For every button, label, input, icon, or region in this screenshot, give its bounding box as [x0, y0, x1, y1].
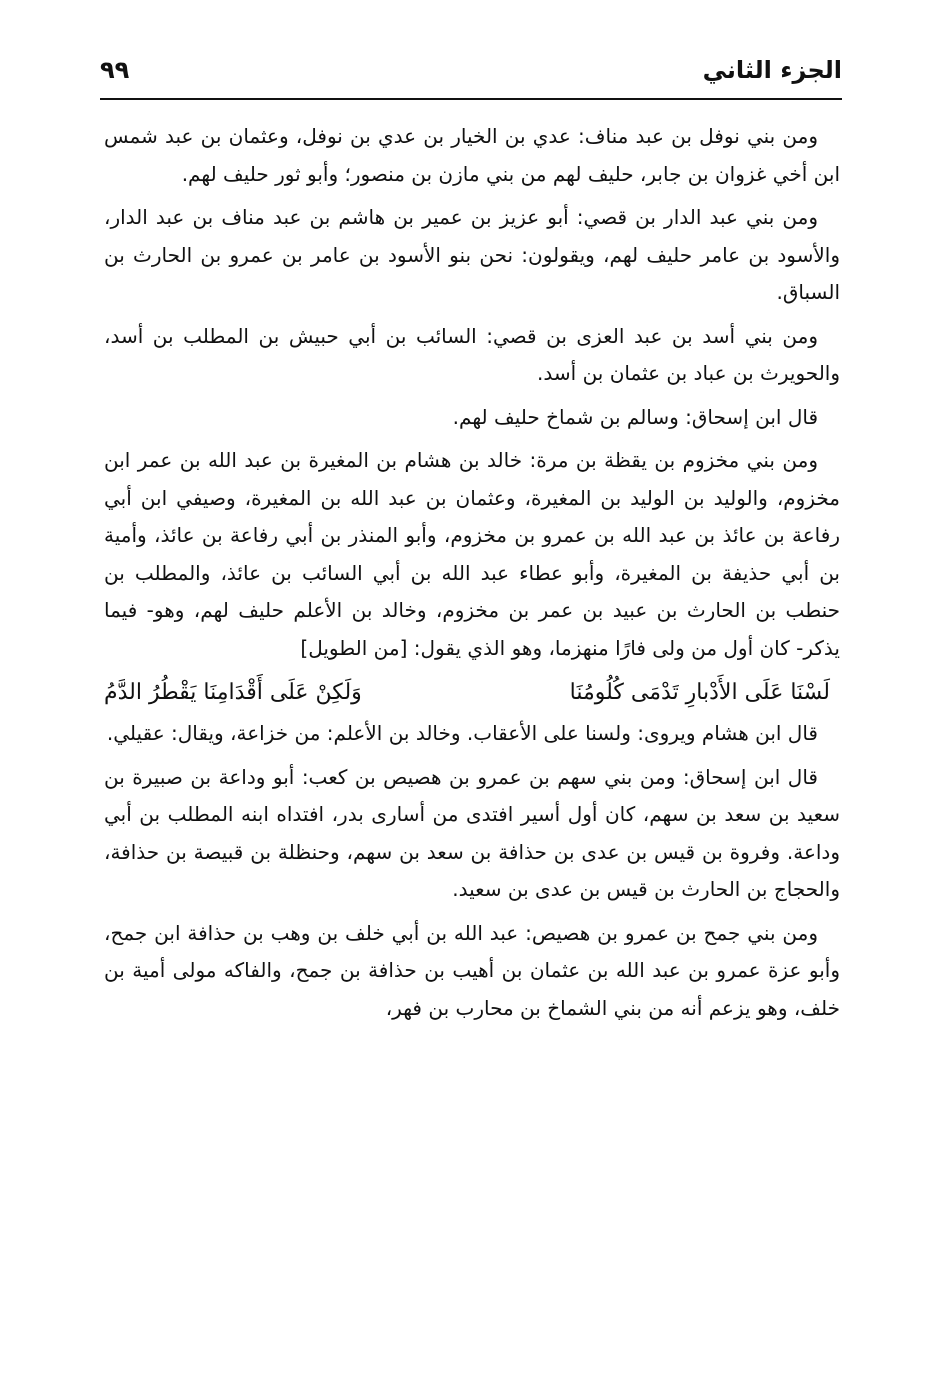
page-body: [104, 118, 840, 1033]
paragraph-bani-jumah: ومن بني جمح بن عمرو بن هصيص: عبد الله بن أبي خلف بن وهب بن حذافة ابن جمح، وأبو عزة عمرو بن عبد الله بن عثمان بن أهيب بن حذافة بن جمح، والفاكه مولى أمية بن خلف، وهو يزعم أنه من بني الشماخ بن محارب بن فهر،: [104, 920, 840, 1020]
page-number: ٩٩: [100, 56, 130, 84]
verse-first-hemistich: لَسْنَا عَلَى الأَدْبارِ تَدْمَى كُلُومُنَا: [569, 680, 830, 705]
paragraph-bani-makhzum: ومن بني مخزوم بن يقظة بن مرة: خالد بن هشام بن المغيرة بن عبد الله بن عمر ابن مخزوم، والوليد بن الوليد بن المغيرة، وعثمان بن عبد الله بن المغيرة، وصيفي ابن أبي رفاعة بن عائذ بن عبد الله بن عمرو بن مخزوم، وأبو المنذر بن أبي رفاعة بن عائذ، وأمية بن أبي حذيفة بن المغيرة، وأبو عطاء عبد الله بن أبي السائب بن عائذ، والمطلب بن حنطب بن الحارث بن عبيد بن عمر بن مخزوم، وخالد بن الأعلم حليف لهم، وهو- فيما يذكر- كان أول من ولى فارًا منهزما، وهو الذي يقول: [من الطويل]: [104, 448, 840, 660]
paragraph-ibn-ishaq-salim: قال ابن إسحاق: وسالم بن شماخ حليف لهم.: [452, 404, 818, 429]
poetry-verse: [104, 673, 840, 713]
paragraph-bani-asad: ومن بني أسد بن عبد العزى بن قصي: السائب بن أبي حبيش بن المطلب بن أسد، والحويرث بن عباد بن عثمان بن أسد.: [104, 323, 840, 385]
paragraph-ibn-hisham-note: قال ابن هشام ويروى: ولسنا على الأعقاب. وخالد بن الأعلم: من خزاعة، ويقال: عقيلي.: [106, 721, 818, 745]
verse-second-hemistich: وَلَكِنْ عَلَى أَقْدَامِنَا يَقْطُرُ الدَّمُ: [104, 680, 362, 705]
running-title: الجزء الثاني: [702, 56, 842, 84]
paragraph-bani-nawfal: ومن بني نوفل بن عبد مناف: عدي بن الخيار بن عدي بن نوفل، وعثمان بن عبد شمس ابن أخي غزوان بن جابر، حليف لهم من بني مازن بن منصور؛ وأبو ثور حليف لهم.: [104, 124, 840, 186]
page-header: [100, 52, 842, 100]
paragraph-bani-sahm: قال ابن إسحاق: ومن بني سهم بن عمرو بن هصيص بن كعب: أبو وداعة بن صبيرة بن سعيد بن سعد بن سهم، كان أول أسير افتدى من أسارى بدر، افتداه ابنه المطلب بن أبي وداعة. وفروة بن قيس بن عدى بن حذافة بن سعد بن سهم، وحنظلة بن قبيصة بن حذافة، والحجاج بن الحارث بن قيس بن عدى بن سعيد.: [104, 764, 840, 901]
paragraph-bani-abd-al-dar: ومن بني عبد الدار بن قصي: أبو عزيز بن عمير بن هاشم بن عبد مناف بن عبد الدار، والأسود بن عامر حليف لهم، ويقولون: نحن بنو الأسود بن عامر بن عمرو بن الحارث بن السباق.: [104, 205, 840, 304]
